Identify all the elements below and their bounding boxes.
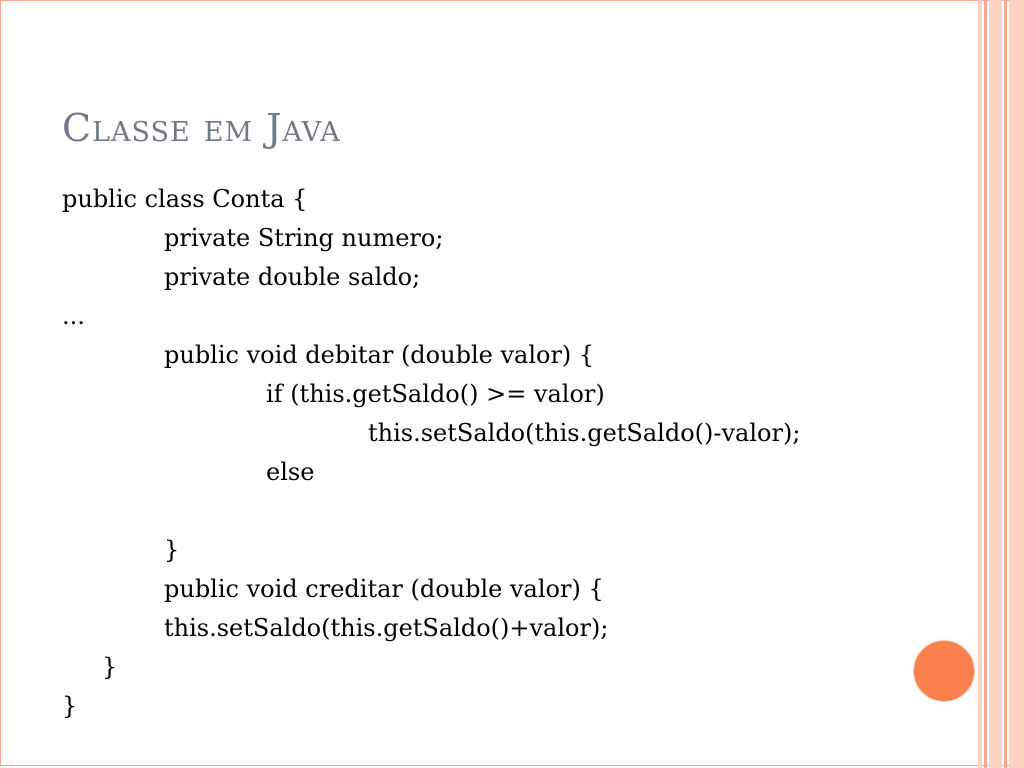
code-line: public void debitar (double valor) {: [164, 341, 595, 369]
stripe: [1004, 0, 1007, 768]
code-line: public class Conta {: [62, 185, 308, 213]
code-line: public void creditar (double valor) {: [164, 575, 604, 603]
code-line: private String numero;: [164, 224, 444, 252]
orange-circle-icon: [913, 640, 975, 702]
code-line: }: [102, 653, 118, 681]
stripe: [989, 0, 1002, 768]
slide-title: Classe em Java: [62, 106, 341, 150]
stripe: [984, 0, 987, 768]
stripe: [1009, 0, 1024, 768]
right-stripe-decoration: [978, 0, 1024, 768]
code-line: }: [164, 536, 180, 564]
code-line: private double saldo;: [164, 263, 421, 291]
code-line: }: [62, 692, 78, 720]
code-line: if (this.getSaldo() >= valor): [266, 380, 605, 408]
code-line: else: [266, 458, 315, 486]
code-line: ...: [62, 302, 85, 330]
code-line: this.setSaldo(this.getSaldo()+valor);: [164, 614, 609, 642]
stripe: [978, 0, 982, 768]
code-line: this.setSaldo(this.getSaldo()-valor);: [368, 419, 801, 447]
